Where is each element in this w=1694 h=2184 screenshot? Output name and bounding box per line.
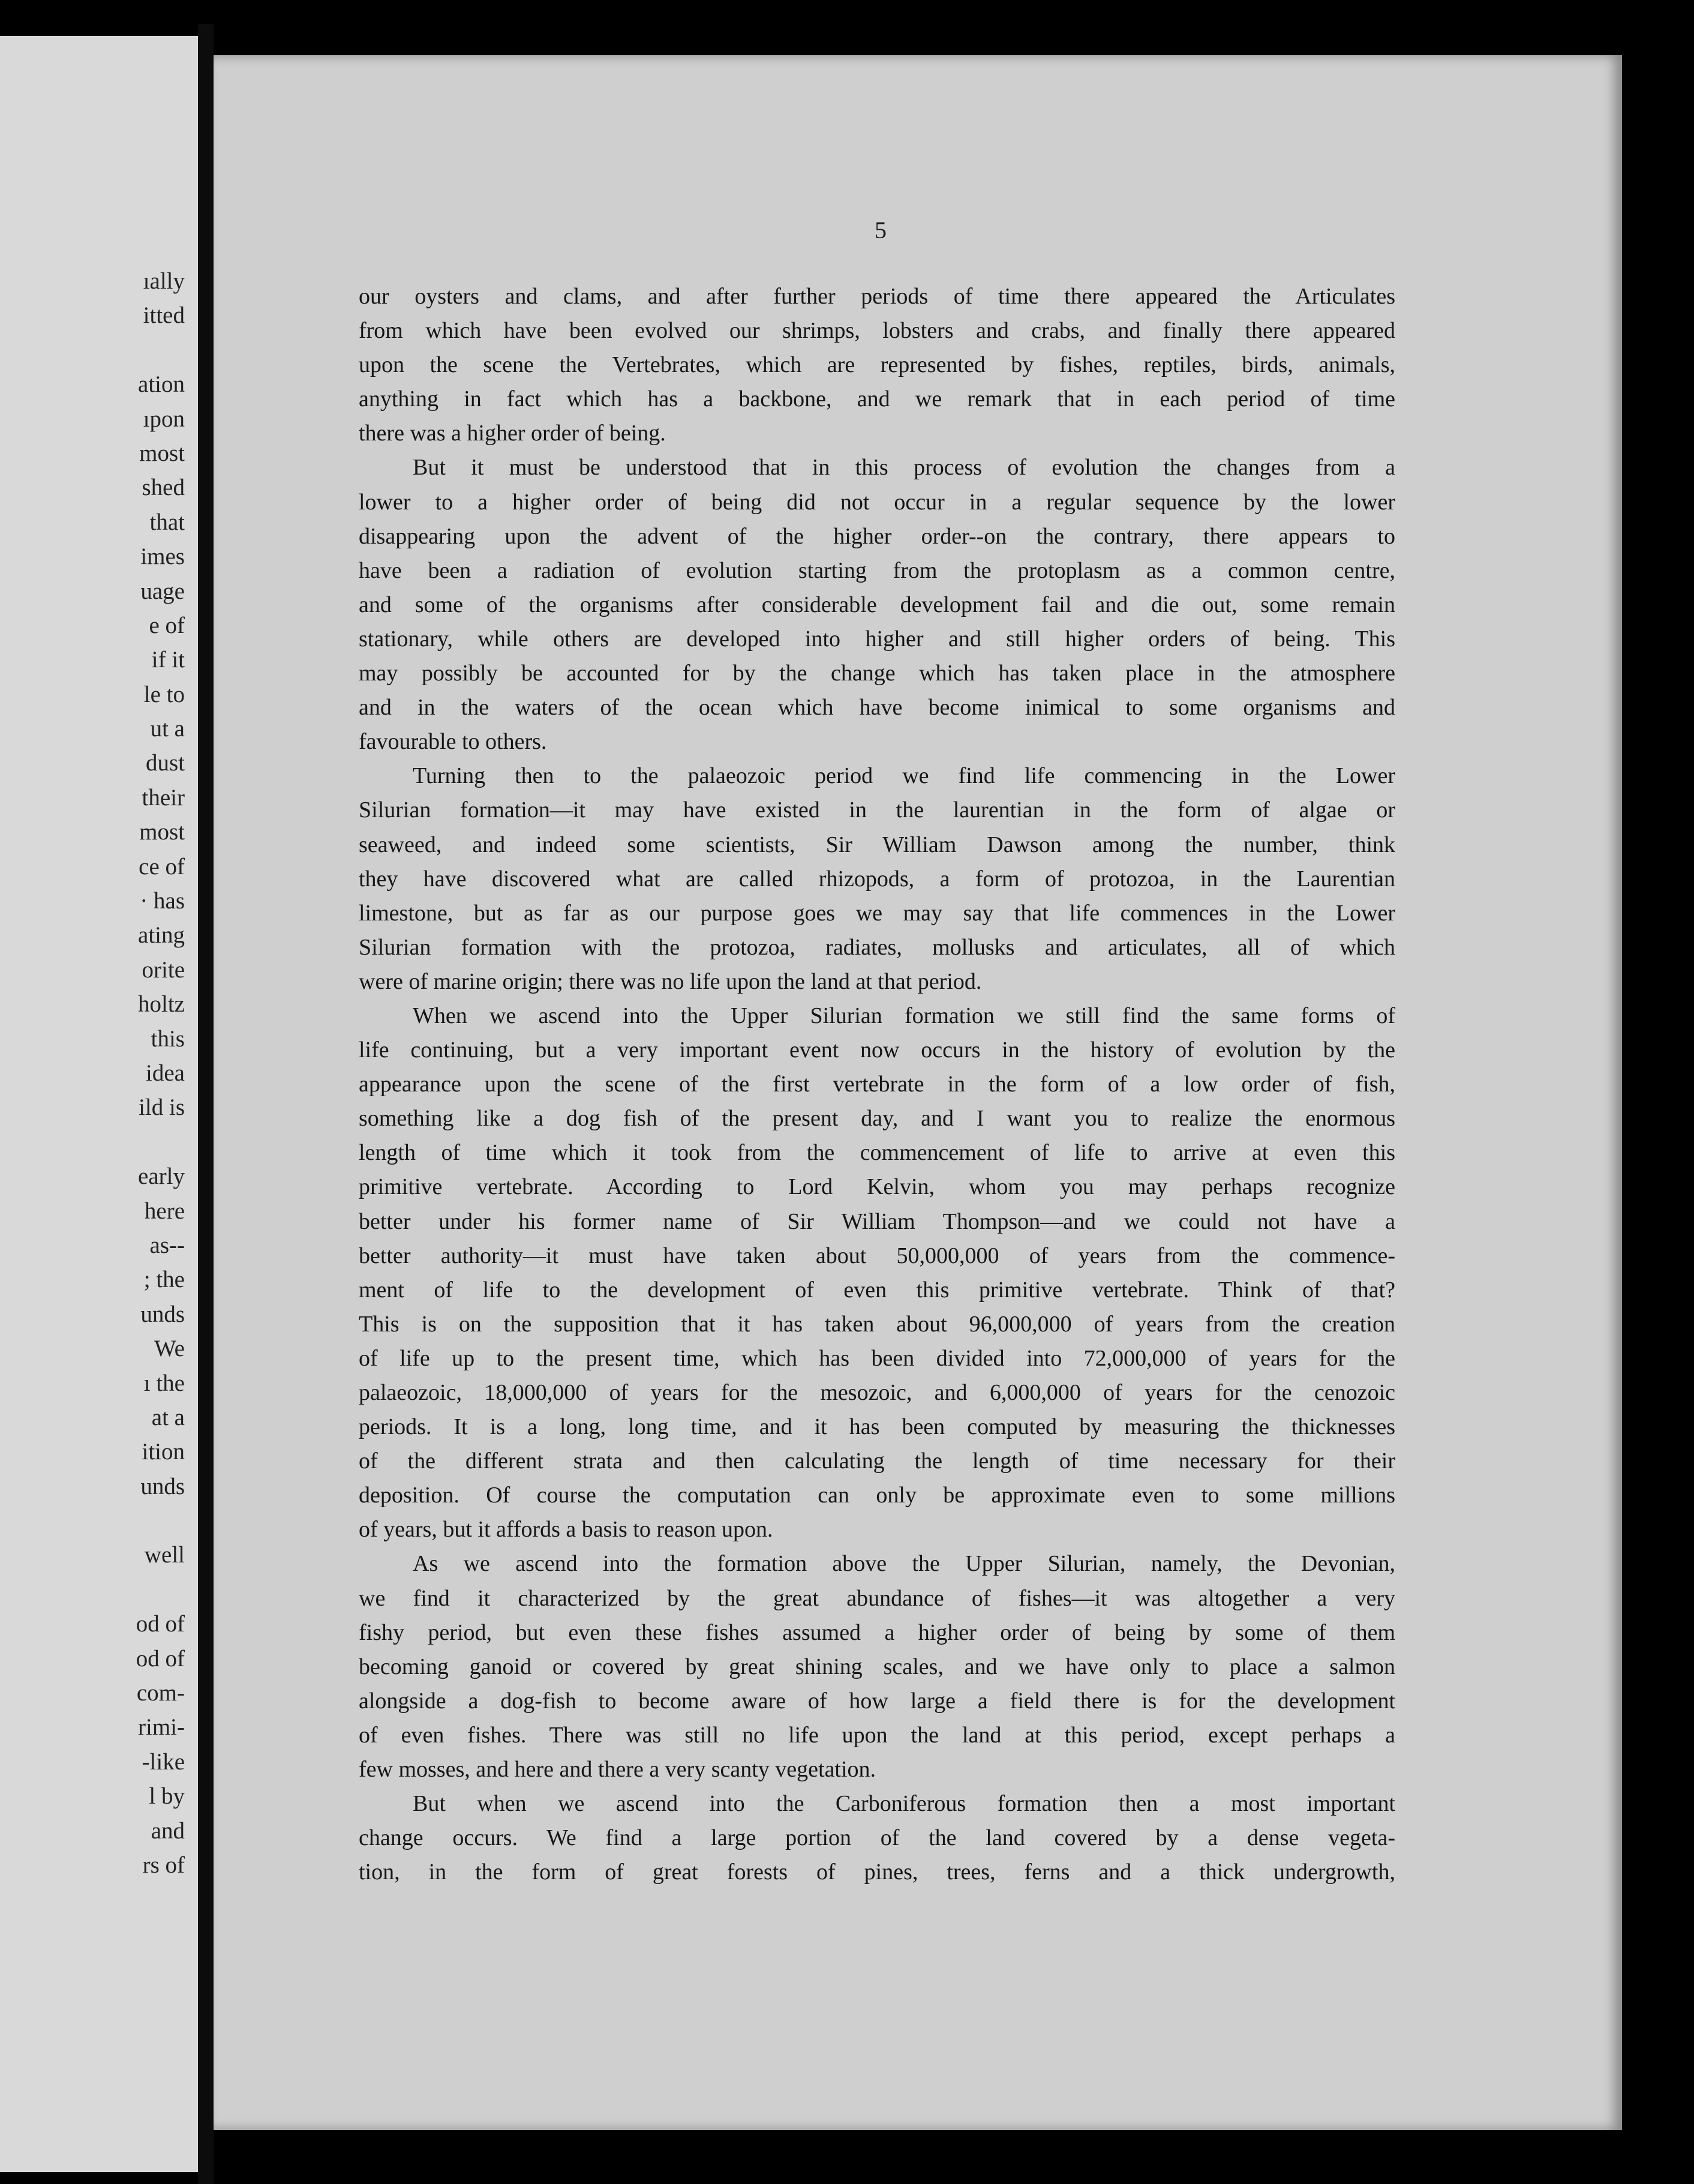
text-line: few mosses, and here and there a very scanty vegetation. — [359, 1757, 876, 1783]
paragraph — [359, 1787, 1395, 1889]
paragraph — [359, 1547, 1395, 1787]
text-line: alongside a dog-fish to become aware of how large a field there is for the development — [359, 1688, 1395, 1714]
previous-page-line-fragment: ı the — [143, 1370, 185, 1396]
previous-page-line-fragment: shed — [142, 475, 185, 501]
text-line: But when we ascend into the Carboniferous formation then a most important — [413, 1791, 1395, 1817]
previous-page-line-fragment: We — [154, 1336, 185, 1362]
previous-page-line-endings — [136, 264, 185, 1882]
text-line: have been a radiation of evolution starting from the protoplasm as a common centre, — [359, 557, 1395, 583]
text-line: lower to a higher order of being did not occur in a regular sequence by the lower — [359, 489, 1395, 515]
text-line: Turning then to the palaeozoic period we find life commencing in the Lower — [413, 763, 1395, 789]
text-line: becoming ganoid or covered by great shining scales, and we have only to place a salmon — [359, 1654, 1395, 1679]
text-line: upon the scene the Vertebrates, which are represented by fishes, reptiles, birds, animals, — [359, 352, 1395, 378]
text-line: better under his former name of Sir William Thompson—and we could not have a — [359, 1208, 1395, 1234]
text-line: As we ascend into the formation above the Upper Silurian, namely, the Devonian, — [413, 1551, 1395, 1577]
text-line: limestone, but as far as our purpose goes we may say that life commences in the Lower — [359, 900, 1395, 926]
previous-page-line-fragment: e of — [149, 612, 185, 638]
text-line: fishy period, but even these fishes assumed a higher order of being by some of them — [359, 1619, 1395, 1645]
previous-page-line-fragment: od of — [136, 1645, 185, 1672]
previous-page-line-fragment: unds — [140, 1301, 185, 1327]
fragment-gap — [136, 333, 185, 367]
previous-page-line-fragment: at a — [151, 1404, 185, 1430]
previous-page-line-fragment: ition — [142, 1439, 185, 1465]
previous-page-line-fragment: ; the — [143, 1267, 185, 1293]
book-gutter — [198, 24, 214, 2184]
previous-page-line-fragment: if it — [151, 647, 185, 673]
previous-page-line-fragment: ce of — [139, 853, 185, 880]
text-line: tion, in the form of great forests of pines, trees, ferns and a thick undergrowth, — [359, 1859, 1395, 1885]
previous-page-line-fragment: uage — [140, 578, 185, 604]
text-line: were of marine origin; there was no life upon the land at that period. — [359, 968, 982, 994]
text-line: they have discovered what are called rhizopods, a form of protozoa, in the Laurentian — [359, 866, 1395, 892]
text-line: change occurs. We find a large portion of the land covered by a dense vegeta- — [359, 1825, 1395, 1851]
text-line: anything in fact which has a backbone, and we remark that in each period of time — [359, 386, 1395, 412]
text-line: may possibly be accounted for by the change which has taken place in the atmosphere — [359, 661, 1395, 686]
fragment-gap — [136, 1573, 185, 1607]
scan-border — [1622, 55, 1694, 2184]
text-line: disappearing upon the advent of the higher order--on the contrary, there appears to — [359, 523, 1395, 549]
text-line: from which have been evolved our shrimps, lobsters and crabs, and finally there appeared — [359, 318, 1395, 344]
text-line: better authority—it must have taken about 50,000,000 of years from the commence- — [359, 1243, 1395, 1268]
text-line: Silurian formation—it may have existed in the laurentian in the form of algae or — [359, 797, 1395, 823]
text-line: deposition. Of course the computation can only be approximate even to some millions — [359, 1483, 1395, 1508]
text-line: our oysters and clams, and after further periods of time there appeared the Articulates — [359, 284, 1395, 309]
text-line: But it must be understood that in this process of evolution the changes from a — [413, 455, 1395, 481]
text-line: of even fishes. There was still no life upon the land at this period, except perhaps a — [359, 1722, 1395, 1748]
paragraph — [359, 451, 1395, 759]
text-line: length of time which it took from the commencement of life to arrive at even this — [359, 1140, 1395, 1166]
previous-page-line-fragment: most — [139, 440, 185, 466]
text-line: life continuing, but a very important event now occurs in the history of evolution by the — [359, 1037, 1395, 1063]
previous-page-line-fragment: holtz — [138, 991, 185, 1018]
previous-page-line-fragment: com- — [136, 1680, 185, 1706]
previous-page-line-fragment: od of — [136, 1611, 185, 1637]
previous-page-line-fragment: rs of — [142, 1852, 185, 1878]
page-body-text — [359, 280, 1395, 1889]
text-line: of the different strata and then calculating the length of time necessary for their — [359, 1448, 1395, 1474]
previous-page-line-fragment: l by — [149, 1783, 185, 1810]
text-line: something like a dog fish of the present day, and I want you to realize the enormous — [359, 1106, 1395, 1132]
previous-page-line-fragment: dust — [145, 750, 185, 776]
text-line: When we ascend into the Upper Silurian formation we still find the same forms of — [413, 1003, 1395, 1028]
paragraph — [359, 759, 1395, 999]
text-line: Silurian formation with the protozoa, radiates, mollusks and articulates, all of which — [359, 934, 1395, 960]
previous-page-fragment — [0, 36, 198, 2172]
previous-page-line-fragment: idea — [146, 1060, 185, 1086]
text-line: we find it characterized by the great abundance of fishes—it was altogether a very — [359, 1585, 1395, 1611]
text-line: appearance upon the scene of the first vertebrate in the form of a low order of fish, — [359, 1072, 1395, 1097]
text-line: stationary, while others are developed into higher and still higher orders of being. This — [359, 626, 1395, 652]
text-line: ment of life to the development of even this primitive vertebrate. Think of that? — [359, 1277, 1395, 1303]
previous-page-line-fragment: itted — [143, 302, 185, 329]
scanned-page — [214, 55, 1622, 2130]
previous-page-line-fragment: most — [139, 819, 185, 845]
text-line: primitive vertebrate. According to Lord Kelvin, whom you may perhaps recognize — [359, 1174, 1395, 1200]
paragraph — [359, 999, 1395, 1547]
text-line: of life up to the present time, which has been divided into 72,000,000 of years for the — [359, 1345, 1395, 1371]
previous-page-line-fragment: -like — [142, 1748, 185, 1775]
text-line: and some of the organisms after considerable development fail and die out, some remain — [359, 592, 1395, 617]
previous-page-line-fragment: and — [151, 1817, 185, 1844]
text-line: favourable to others. — [359, 729, 547, 755]
text-line: palaeozoic, 18,000,000 of years for the mesozoic, and 6,000,000 of years for the cenozoic — [359, 1380, 1395, 1405]
previous-page-line-fragment: orite — [142, 956, 185, 983]
previous-page-line-fragment: as-- — [149, 1232, 185, 1258]
paragraph — [359, 280, 1395, 451]
fragment-gap — [136, 1504, 185, 1538]
previous-page-line-fragment: le to — [143, 681, 185, 707]
previous-page-line-fragment: their — [142, 784, 185, 811]
previous-page-line-fragment: ation — [138, 371, 185, 398]
previous-page-line-fragment: this — [151, 1025, 185, 1052]
previous-page-line-fragment: here — [144, 1198, 185, 1224]
page-number: 5 — [875, 217, 887, 244]
text-line: and in the waters of the ocean which have become inimical to some organisms and — [359, 695, 1395, 721]
previous-page-line-fragment: imes — [140, 544, 185, 570]
previous-page-line-fragment: ild is — [139, 1094, 185, 1121]
previous-page-line-fragment: that — [149, 509, 185, 535]
previous-page-line-fragment: ıally — [143, 268, 185, 294]
previous-page-line-fragment: · has — [140, 888, 185, 914]
fragment-gap — [136, 1125, 185, 1159]
text-line: periods. It is a long, long time, and it has been computed by measuring the thicknesses — [359, 1414, 1395, 1440]
text-line: there was a higher order of being. — [359, 421, 666, 446]
previous-page-line-fragment: ut a — [150, 716, 185, 742]
text-line: seaweed, and indeed some scientists, Sir William Dawson among the number, think — [359, 832, 1395, 857]
previous-page-line-fragment: well — [144, 1542, 185, 1568]
text-line: This is on the supposition that it has taken about 96,000,000 of years from the creation — [359, 1311, 1395, 1337]
previous-page-line-fragment: unds — [140, 1473, 185, 1499]
previous-page-line-fragment: ıpon — [143, 406, 185, 432]
text-line: of years, but it affords a basis to reason upon. — [359, 1517, 773, 1543]
previous-page-line-fragment: rimi- — [138, 1714, 185, 1741]
previous-page-line-fragment: early — [138, 1163, 185, 1190]
previous-page-line-fragment: ating — [138, 922, 185, 949]
